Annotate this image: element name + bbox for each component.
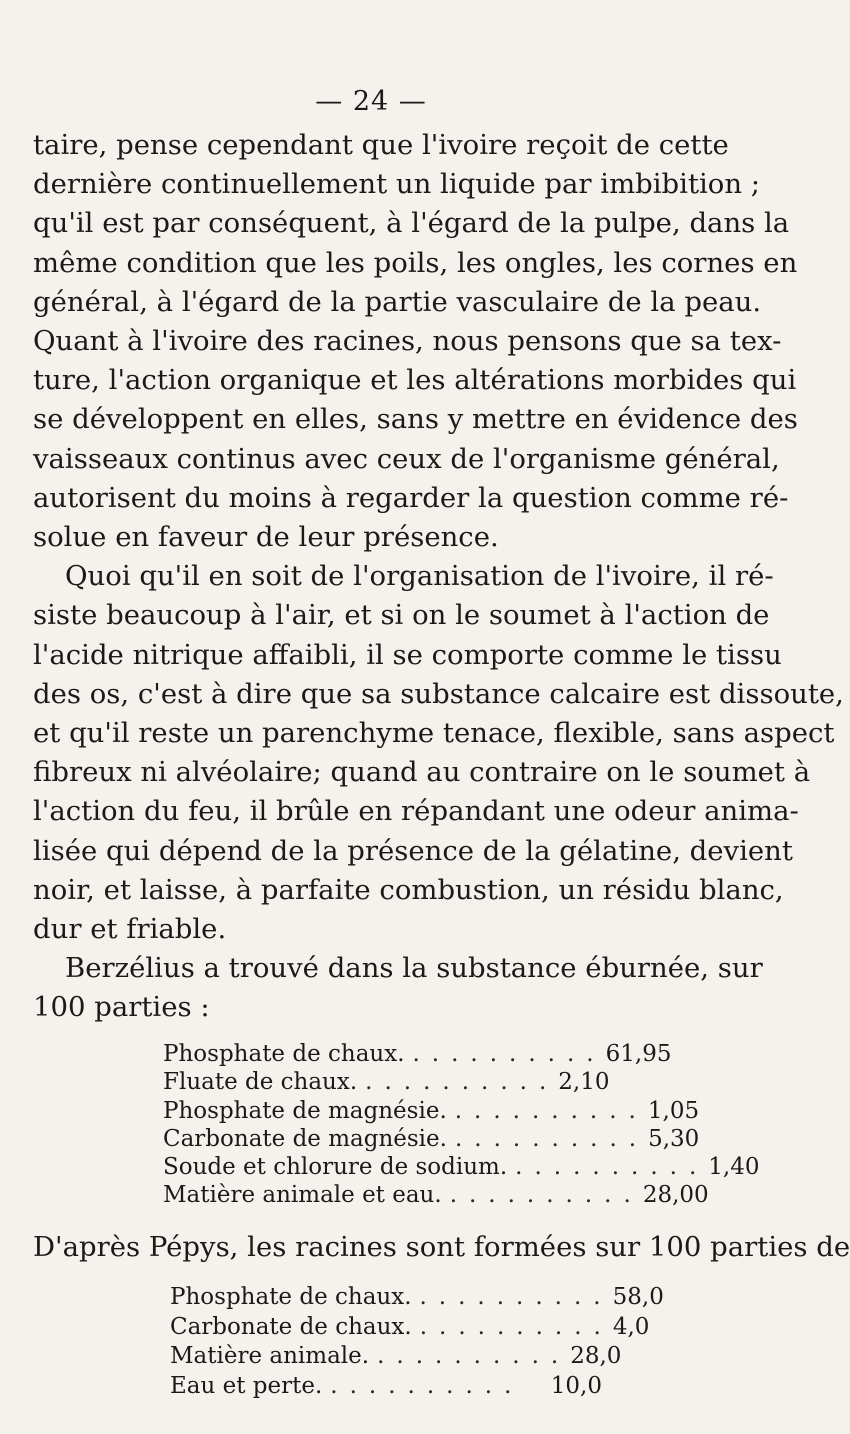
table-row-value: 2,10 bbox=[558, 1069, 610, 1096]
paragraph-1-line: se développent en elles, sans y mettre en évidence des bbox=[33, 403, 798, 436]
table-row-label: Phosphate de magnésie. bbox=[163, 1097, 447, 1124]
paragraph-2-line: lisée qui dépend de la présence de la gélatine, devient bbox=[33, 834, 793, 867]
composition-table-berzelius bbox=[163, 1040, 760, 1210]
page-number: — 24 — bbox=[315, 86, 427, 117]
table-row-value: 58,0 bbox=[612, 1284, 664, 1310]
body-text bbox=[33, 126, 844, 1028]
table-row-label: Phosphate de chaux. bbox=[163, 1041, 405, 1067]
paragraph-2-line: Quoi qu'il en soit de l'organisation de l'ivoire, il ré- bbox=[65, 560, 774, 593]
composition-table-pepys bbox=[170, 1283, 664, 1401]
table-row-label: Carbonate de chaux. bbox=[170, 1313, 412, 1340]
table-row: Carbonate de chaux. .......... 4,0 bbox=[170, 1313, 602, 1343]
table-row-value: 1,40 bbox=[708, 1154, 760, 1181]
paragraph-2-line: l'action du feu, il brûle en répandant une odeur anima- bbox=[33, 795, 799, 828]
table-row-value: 4,0 bbox=[612, 1313, 650, 1340]
table-row: Phosphate de chaux. .......... 58,0 bbox=[170, 1283, 602, 1313]
paragraph-2-line: siste beaucoup à l'air, et si on le soumet à l'action de bbox=[33, 599, 770, 632]
pepys-intro-block bbox=[33, 1228, 850, 1267]
table-row-value: 1,05 bbox=[647, 1097, 700, 1124]
paragraph-1-line: vaisseaux continus avec ceux de l'organisme général, bbox=[33, 442, 780, 475]
paragraph-1-line: Quant à l'ivoire des racines, nous pensons que sa tex- bbox=[33, 325, 782, 358]
paragraph-1-line: solue en faveur de leur présence. bbox=[33, 521, 499, 554]
paragraph-1-line: ture, l'action organique et les altérations morbides qui bbox=[33, 364, 797, 397]
table-row-label: Fluate de chaux. bbox=[163, 1069, 358, 1096]
table-row: Eau et perte. .......... 10,0 bbox=[170, 1372, 602, 1402]
paragraph-1-line: même condition que les poils, les ongles, les cornes en bbox=[33, 246, 798, 279]
table-row: Matière animale. .......... 28,0 bbox=[170, 1342, 602, 1372]
paragraph-1-line: général, à l'égard de la partie vasculaire de la peau. bbox=[33, 285, 762, 318]
table-row-label: Soude et chlorure de sodium. bbox=[163, 1154, 508, 1181]
table-row: Fluate de chaux. .......... 2,10 bbox=[163, 1069, 610, 1096]
table-row-value: 10,0 bbox=[550, 1372, 602, 1399]
paragraph-2-line: et qu'il reste un parenchyme tenace, flexible, sans aspect bbox=[33, 717, 835, 750]
paragraph-3-line: 100 parties : bbox=[33, 991, 210, 1024]
table-row-label: Phosphate de chaux. bbox=[170, 1284, 412, 1310]
table-row-value: 28,00 bbox=[642, 1182, 709, 1209]
table-row: Phosphate de magnésie. .......... 1,05 bbox=[163, 1097, 700, 1124]
table-row-label: Carbonate de magnésie. bbox=[163, 1125, 447, 1152]
paragraph-1-line: taire, pense cependant que l'ivoire reçoit de cette bbox=[33, 129, 729, 161]
table-row-label: Matière animale. bbox=[170, 1343, 370, 1369]
paragraph-2-line: fibreux ni alvéolaire; quand au contraire on le soumet à bbox=[33, 756, 811, 789]
paragraph-2-line: noir, et laisse, à parfaite combustion, un résidu blanc, bbox=[33, 873, 784, 906]
table-row: Soude et chlorure de sodium. .......... 1,40 bbox=[163, 1154, 760, 1181]
paragraph-1-line: autorisent du moins à regarder la question comme ré- bbox=[33, 481, 789, 514]
paragraph-3-line: Berzélius a trouvé dans la substance éburnée, sur bbox=[65, 952, 763, 985]
table-row-value: 61,95 bbox=[605, 1041, 672, 1067]
table-row: Carbonate de magnésie. .......... 5,30 bbox=[163, 1125, 700, 1152]
paragraph-1-line: dernière continuellement un liquide par imbibition ; bbox=[33, 168, 761, 201]
table-row: Matière animale et eau. .......... 28,00 bbox=[163, 1182, 709, 1209]
pepys-intro: D'après Pépys, les racines sont formées sur 100 parties de bbox=[33, 1231, 850, 1263]
paragraph-1-line: qu'il est par conséquent, à l'égard de la pulpe, dans la bbox=[33, 207, 790, 240]
table-row: Phosphate de chaux. .......... 61,95 bbox=[163, 1041, 672, 1067]
table-row-label: Matière animale et eau. bbox=[163, 1182, 442, 1209]
table-row-value: 28,0 bbox=[570, 1343, 622, 1369]
table-row-value: 5,30 bbox=[648, 1125, 700, 1152]
paragraph-2-line: des os, c'est à dire que sa substance calcaire est dissoute, bbox=[33, 677, 844, 710]
paragraph-2-line: l'acide nitrique affaibli, il se comporte comme le tissu bbox=[33, 638, 782, 671]
table-row-label: Eau et perte. bbox=[170, 1372, 323, 1399]
paragraph-2-line: dur et friable. bbox=[33, 913, 227, 946]
